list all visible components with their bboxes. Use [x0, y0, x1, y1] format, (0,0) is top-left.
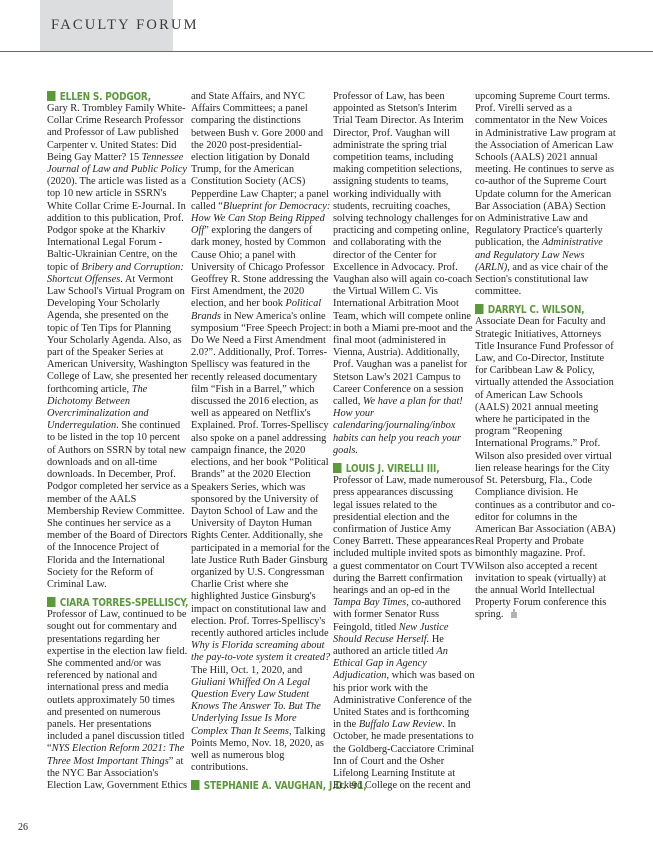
entry-body [191, 91, 333, 774]
faculty-name: ELLEN S. PODGOR, [59, 91, 151, 103]
text-run: ” exploring the dangers of dark money, hosted by Common Cause Ohio; a panel with University of Chicago Professor Geoffrey R. Stone addressing the First Amendment, the 2020 election, and her book [191, 225, 329, 310]
text-column-2 [191, 91, 367, 793]
text-run: Professor of Law, has been appointed as Stetson's Interim Trial Team Director. As Interim Director, Prof. Vaughan will administrate the spring trial competition teams, including making competition selections, assigning students to teams, working individually with students, recruiting coaches, solving technology challenges for practicing and competing online, and collaborating with the director of the Center for Excellence in Advocacy. Prof. Vaughan also will again co-coach the Virtual Willem C. Vis International Arbitration Moot Team, which will compete online in both a Miami pre-moot and the final moot (administered in Vienna, Austria). Additionally, Prof. Vaughan was a panelist for Stetson Law's 2021 Campus to Career Conference on a session called, [333, 91, 473, 408]
text-run: in New America's online symposium “Free Speech Project: Do We Need a First Amendment 2.0?”. Additionally, Prof. Torres-Spelliscy was featured in the recently released documentary film “Fish in a Barrel,” which discussed the 2016 election, as well as appeared on Netflix's Explained. Prof. Torres-Spelliscy also spoke on a panel addressing campaign finance, the 2020 elections, and her book “Political Brands” at the 2020 Election Speakers Series, which was sponsored by the University of Dayton School of Law and the University of Dayton Human Rights Center. Additionally, she participated in a memorial for the late Justice Ruth Bader Ginsburg organized by U.S. Congressman Charlie Crist where she highlighted Justice Ginsburg's impact on constitutional law and election. Prof. Torres-Spelliscy's recently authored articles include [191, 310, 332, 639]
text-run: Associate Dean for Faculty and Strategic Initiatives, Attorneys Title Insurance Fund Professor of Law, and Co-Director, Institute for Caribbean Law & Policy, virtually attended the Association of American Law Schools (AALS) 2021 annual meeting where he participated in the program “Reopening International Programs.” Prof. Wilson also presided over virtual lien release hearings for the City of St. Petersburg, Fla., Code Compliance division. He continues as a contributor and co-editor for columns in the American Bar Association (ABA) Real Property and Probate bimonthly magazine. Prof. Wilson also accepted a recent invitation to speak (virtually) at the annual World Intellectual Property Forum conference this spring. [475, 316, 616, 621]
text-run: . She continued to be listed in the top 10 percent of Authors on SSRN by total new downloads and on all-time downloads. In December, Prof. Podgor completed her service as a member of the AALS Membership Review Committee. She continues her service as a member of the Board of Directors of the Innocence Project of Florida and the International Society for the Reform of Criminal Law. [47, 420, 189, 590]
text-run: The Hill, Oct. 1, 2020, and [191, 664, 303, 676]
text-run: Professor of Law, made numerous press appearances discussing legal issues related to the presidential election and the confirmation of Justice Amy Coney Barrett. These appearances included multiple invited spots as a guest commentator on Court TV during the Barrett confirmation hearings and an op-ed in the [333, 475, 475, 596]
text-column-3 [333, 91, 475, 792]
text-run: , Talking Points Memo, Nov. 18, 2020, as well as numerous blog contributions. [191, 725, 326, 774]
faculty-name-heading [333, 463, 454, 475]
green-square-bullet-icon [47, 597, 56, 607]
text-run: ” at the NYC Bar Association's Election Law, Government Ethics [47, 755, 188, 791]
italic-title: Political Brands [191, 298, 322, 322]
text-run: and State Affairs, and NYC Affairs Committees; a panel comparing the distinctions between Bush v. Gore 2000 and the 2020 post-presidential-election litigation by Donald Trump, for the American Constitution Society (ACS) Pepperdine Law Chapter; a panel called “ [191, 91, 329, 212]
section-title: FACULTY FORUM [51, 17, 199, 33]
text-run: Professor of Law, continued to be sought out for commentary and presentations regarding her expertise in the election law field. She commented and/or was referenced by national and international press and media outlets approximately 50 times and presented on numerous panels. Her presentations included a panel discussion titled “ [47, 609, 188, 755]
green-square-bullet-icon [47, 91, 56, 101]
italic-title: Giuliani Whiffed On A Legal Question Every Law Student Knows The Answer To. But The Underlying Issue Is More Complex Than It Seems [191, 676, 321, 737]
faculty-name: STEPHANIE A. VAUGHAN, J.D. '91, [203, 780, 367, 793]
text-run: upcoming Supreme Court terms. Prof. Virelli served as a commentator in the New Voices in Administrative Law program at the Association of American Law Schools (AALS) 2021 annual meeting. He continues to serve as co-author of the Supreme Court Update column for the American Bar Association (ABA) Section on Administrative Law and Regulatory Practice's quarterly publication, the [475, 91, 616, 249]
text-run: , co-authored with former Senator Russ Feingold, titled [333, 597, 461, 633]
italic-title: Blueprint for Democracy: How We Can Stop Being Ripped Off [191, 200, 331, 237]
text-run: . At Vermont Law School's Virtual Program on Developing Your Scholarly Agenda, she presented on the topic of Ten Tips for Planning Your Scholarly Agenda. Also, as part of the Speaker Series at American University, Washington College of Law, she presented her forthcoming article, [47, 273, 188, 395]
italic-title: Tampa Bay Times [333, 597, 407, 609]
entry-body [333, 91, 475, 457]
entry-body [47, 609, 189, 792]
italic-title: Why is Florida screaming about the pay-to-vote system it created? [191, 640, 331, 664]
italic-title: NYS Election Reform 2021: The Three Most Important Things [47, 743, 185, 767]
faculty-name-heading [47, 91, 168, 103]
faculty-name-heading [475, 304, 596, 316]
header-divider [0, 51, 653, 52]
italic-title: Administrative and Regulatory Law News (ARLN) [475, 237, 603, 273]
italic-title: Bribery and Corruption: Shortcut Offenses [47, 261, 184, 285]
italic-title: Buffalo Law Review [358, 719, 443, 731]
entry-body [47, 103, 189, 591]
text-run: , which was based on his prior work with the Administrative Conference of the United States and is forthcoming in the [333, 670, 475, 731]
green-square-bullet-icon [191, 780, 200, 790]
faculty-name-heading [191, 780, 367, 793]
italic-title: We have a plan for that! How your calendaring/journaling/inbox habits can help you reach your goals. [333, 396, 463, 456]
text-run: (2020). The article was listed as a top 10 new article in SSRN's White Collar Crime E-Journal. In addition to this publication, Prof. Podgor spoke at the Kharkiv International Legal Forum - Baltic-Ukrainian Centre, on the topic of [47, 176, 187, 273]
faculty-name: LOUIS J. VIRELLI III, [345, 463, 440, 476]
italic-title: New Justice Should Recuse Herself. [333, 621, 449, 645]
page-number: 26 [18, 822, 28, 833]
faculty-name: CIARA TORRES-SPELLISCY, [59, 597, 189, 610]
text-column-4 [475, 91, 617, 622]
tower-end-mark-icon [511, 609, 517, 618]
italic-title: An Ethical Gap in Agency Adjudication [333, 645, 448, 682]
text-run: , and as vice chair of the Section's constitutional law committee. [475, 261, 608, 298]
faculty-name: DARRYL C. WILSON, [487, 304, 585, 317]
entry-body [475, 91, 617, 298]
text-column-1 [47, 91, 189, 792]
green-square-bullet-icon [475, 304, 484, 314]
italic-title: The Dichotomy Between Overcriminalization and Underregulation [47, 383, 149, 432]
green-square-bullet-icon [333, 463, 342, 473]
entry-body [475, 316, 617, 621]
text-run: He authored an article titled [333, 633, 444, 657]
italic-title: Tennessee Journal of Law and Public Policy [47, 151, 187, 176]
text-run: Gary R. Trombley Family White-Collar Crime Research Professor and Professor of Law published Carpenter v. United States: Did Being Gay Matter? 15 [47, 103, 186, 163]
entry-body [333, 475, 475, 792]
text-run: . In October, he made presentations to the Goldberg-Cacciatore Criminal Inn of Court and the Osher Lifelong Learning Institute at Eckerd College on the recent and [333, 719, 475, 792]
faculty-name-heading [47, 597, 189, 610]
